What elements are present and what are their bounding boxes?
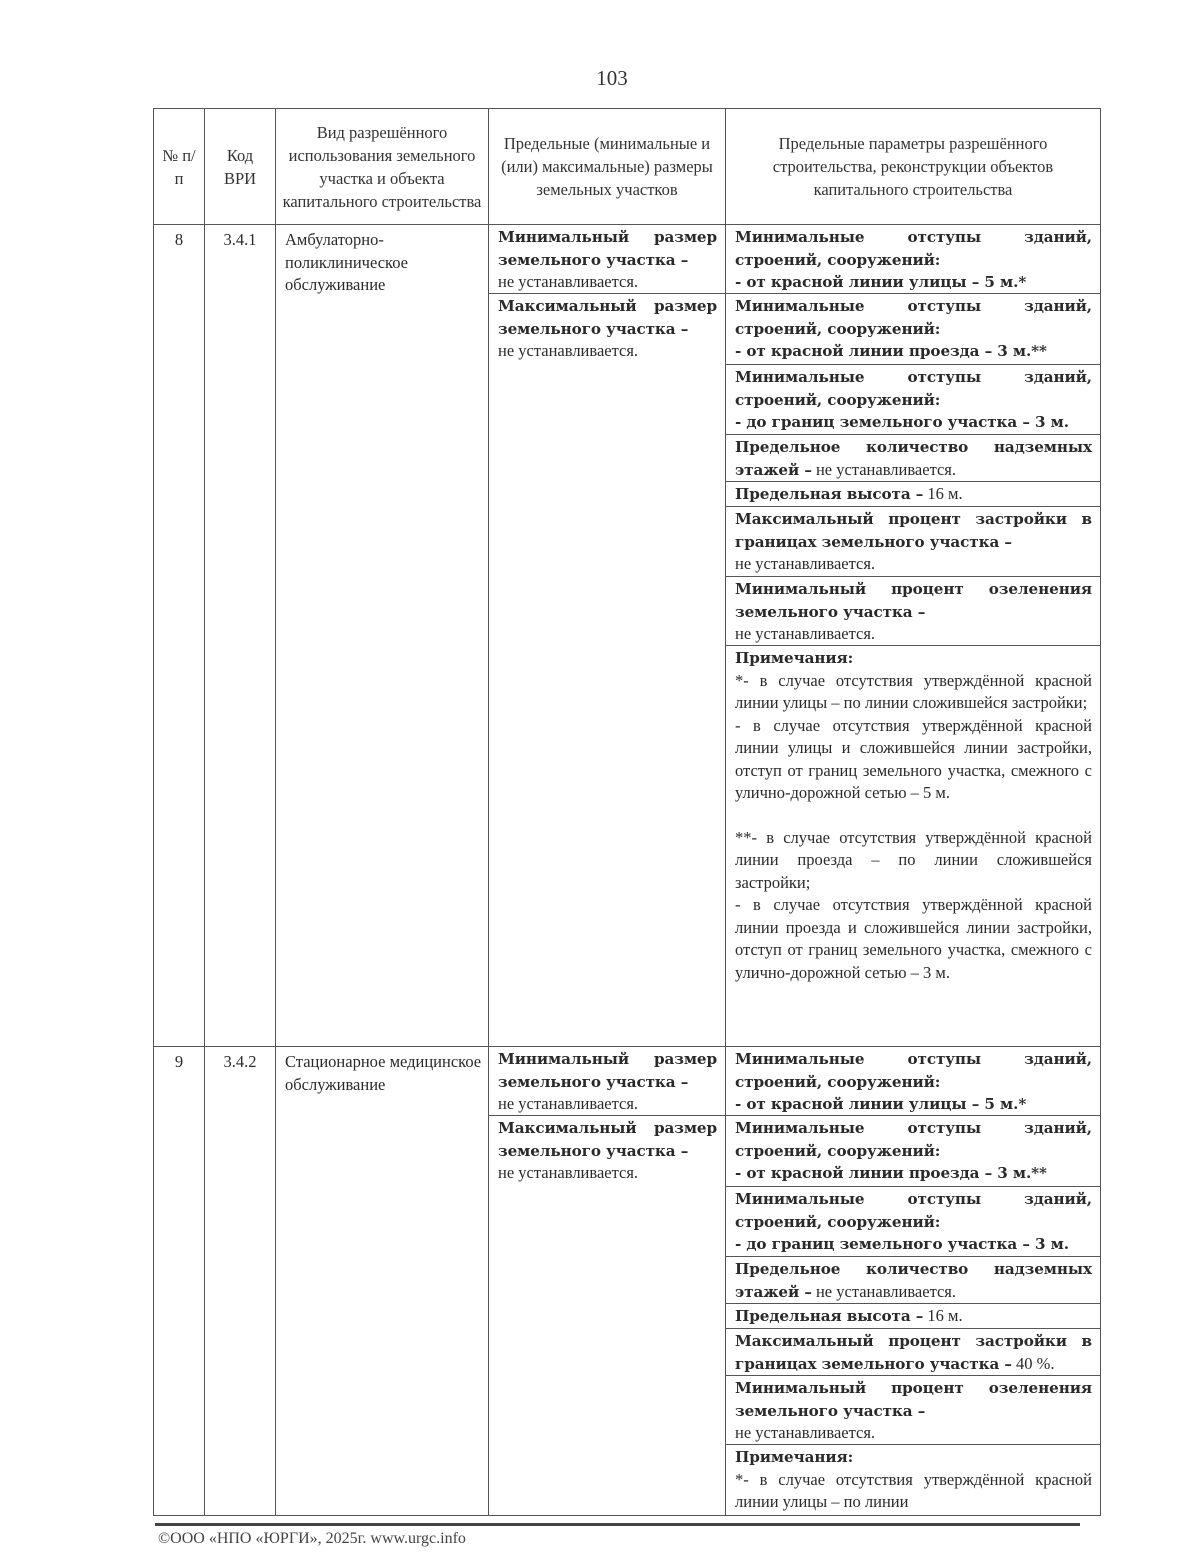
footer-rule xyxy=(155,1523,1080,1526)
header-vri: Вид разрешённого использования земельного участка и объекта капитального строительства xyxy=(276,109,489,225)
note-paragraph: - в случае отсутствия утверждённой красной линии проезда и сложившейся линии застройки, отступ от границ земельного участка, смежного с улично-дорожной сетью – 3 м. xyxy=(735,895,1092,982)
note-paragraph: **- в случае отсутствия утверждённой красной линии проезда – по линии сложившейся застройки; xyxy=(735,827,1092,892)
regulations-table xyxy=(153,108,1101,1516)
param-max-coverage: Максимальный процент застройки в границах земельного участка – 40 %. xyxy=(726,1329,1100,1376)
note-paragraph: *- в случае отсутствия утверждённой красной линии улицы – по линии сложившейся застройки; xyxy=(735,670,1092,712)
row-code: 3.4.2 xyxy=(205,1047,276,1516)
note-paragraph: *- в случае отсутствия утверждённой красной линии улицы – по линии xyxy=(735,1469,1092,1511)
header-num: № п/п xyxy=(154,109,205,225)
page-number: 103 xyxy=(596,66,628,90)
note-paragraph: - в случае отсутствия утверждённой красной линии улицы и сложившейся линии застройки, отступ от границ земельного участка, смежного с улично-дорожной сетью – 5 м. xyxy=(735,715,1092,802)
notes-title: Примечания: xyxy=(735,649,854,667)
param-floors: Предельное количество надземных этажей – не устанавливается. xyxy=(726,435,1100,482)
row-number: 9 xyxy=(154,1047,205,1516)
param-setback-street: Минимальные отступы зданий, строений, сооружений: - от красной линии улицы – 5 м.* xyxy=(726,1047,1100,1116)
plot-max-size: Максимальный размер земельного участка – не устанавливается. xyxy=(498,297,717,360)
param-min-greenery: Минимальный процент озеленения земельного участка – не устанавливается. xyxy=(726,1376,1100,1445)
row-params xyxy=(726,225,1101,1047)
param-max-coverage: Максимальный процент застройки в границах земельного участка – не устанавливается. xyxy=(726,507,1100,577)
param-min-greenery: Минимальный процент озеленения земельного участка – не устанавливается. xyxy=(726,577,1100,646)
table-row xyxy=(154,225,1101,1047)
table-row xyxy=(154,1047,1101,1516)
param-setback-boundary: Минимальные отступы зданий, строений, сооружений: - до границ земельного участка – 3 м. xyxy=(726,1187,1100,1257)
table-header-row xyxy=(154,109,1101,225)
row-params xyxy=(726,1047,1101,1516)
param-setback-boundary: Минимальные отступы зданий, строений, сооружений: - до границ земельного участка – 3 м. xyxy=(726,365,1100,435)
notes-block xyxy=(726,1445,1100,1515)
param-setback-street: Минимальные отступы зданий, строений, сооружений: - от красной линии улицы – 5 м.* xyxy=(726,225,1100,294)
row-plot-size xyxy=(489,225,726,1047)
notes-block xyxy=(726,646,1100,1046)
header-params: Предельные параметры разрешённого строительства, реконструкции объектов капитального строительства xyxy=(726,109,1101,225)
row-vri-name: Амбулаторно-поликлиническое обслуживание xyxy=(276,225,489,1047)
param-floors: Предельное количество надземных этажей – не устанавливается. xyxy=(726,1257,1100,1304)
header-code: Код ВРИ xyxy=(205,109,276,225)
plot-min-size: Минимальный размер земельного участка – не устанавливается. xyxy=(489,225,725,294)
row-number: 8 xyxy=(154,225,205,1047)
param-setback-driveway: Минимальные отступы зданий, строений, сооружений: - от красной линии проезда – 3 м.** xyxy=(726,294,1100,365)
row-code: 3.4.1 xyxy=(205,225,276,1047)
param-height: Предельная высота – 16 м. xyxy=(726,1304,1100,1329)
param-height: Предельная высота – 16 м. xyxy=(726,482,1100,507)
row-vri-name: Стационарное медицинское обслуживание xyxy=(276,1047,489,1516)
plot-min-size: Минимальный размер земельного участка – не устанавливается. xyxy=(489,1047,725,1116)
plot-max-size: Максимальный размер земельного участка – не устанавливается. xyxy=(498,1119,717,1182)
notes-title: Примечания: xyxy=(735,1448,854,1466)
param-setback-driveway: Минимальные отступы зданий, строений, сооружений: - от красной линии проезда – 3 м.** xyxy=(726,1116,1100,1187)
header-plot-size: Предельные (минимальные и (или) максимальные) размеры земельных участков xyxy=(489,109,726,225)
footer-text: ©ООО «НПО «ЮРГИ», 2025г. www.urgc.info xyxy=(158,1530,466,1547)
row-plot-size xyxy=(489,1047,726,1516)
